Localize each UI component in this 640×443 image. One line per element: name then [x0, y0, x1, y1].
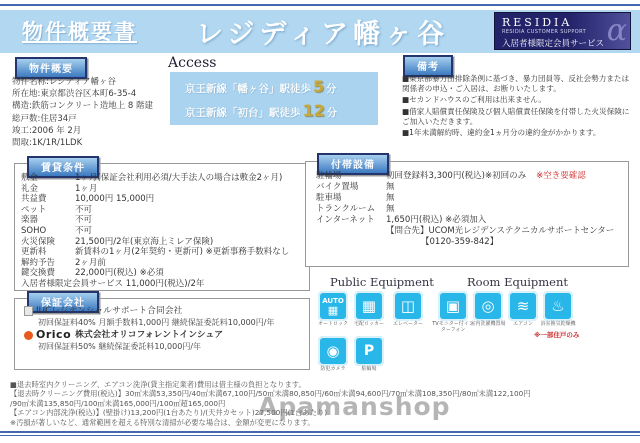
term-label: 共益費 — [21, 194, 47, 205]
facility-label: トランクルーム — [316, 204, 376, 214]
facility-value: 無 — [386, 193, 395, 203]
term-label: 更新料 — [21, 247, 47, 258]
guarantor-name: IUCレジデンシャルサポート合同会社 — [36, 306, 183, 316]
term-label: 敷金 — [21, 173, 39, 183]
route-suffix: 分 — [326, 107, 338, 119]
term-row — [21, 258, 306, 269]
washing-machine-icon: ◎ — [473, 291, 503, 321]
doc-title: 物件概要書 — [22, 19, 137, 44]
internet-contact-line: 【問合先】UCOM光レジデンステクニカルサポートセンター — [386, 226, 615, 236]
term-label: ペット — [21, 204, 47, 215]
term-row — [21, 247, 306, 258]
access-route — [185, 101, 378, 120]
remark-item: ■借家人賠償責任保険及び個人賠償責任保険を付帯した火災保険にご加入いただきます。 — [402, 106, 630, 126]
facility-value: 無 — [386, 204, 395, 214]
term-value: 不可 — [75, 204, 93, 215]
term-value: 1ヶ月 — [75, 183, 98, 194]
footnote-line: 【エアコン内部洗浄(税込)】(壁掛け)13,200円(1台あたり)/(天井カセット)27,500円(1台あたり) — [10, 408, 328, 418]
route-minutes: 12 — [302, 101, 325, 120]
tv-intercom-icon: ▣ — [438, 291, 468, 321]
guarantor-company — [24, 305, 304, 317]
equipment-item — [347, 291, 391, 328]
overview-line: 構造:鉄筋コンクリート造地上 8 階建 — [12, 101, 154, 112]
security-camera-icon: ◉ — [318, 336, 348, 366]
remarks-list — [402, 74, 636, 139]
access-route — [185, 77, 378, 96]
access-heading: Access — [168, 55, 217, 71]
facility-value: 1,650円(税込) ※必須加入 — [386, 215, 487, 225]
bicycle-parking-icon: P — [354, 336, 384, 366]
guarantor-heading: 保証会社 — [27, 291, 99, 313]
autolock-icon-text: AUTO — [322, 296, 344, 305]
facility-label: 駐輪場 — [316, 171, 342, 181]
facility-label: バイク置場 — [316, 182, 359, 192]
facility-row — [316, 182, 626, 193]
term-row — [21, 226, 306, 237]
facility-row — [316, 193, 626, 204]
public-equipment-heading: Public Equipment — [330, 275, 434, 289]
equipment-label: 宅配ロッカー — [354, 321, 384, 327]
delivery-locker-icon: ▦ — [354, 291, 384, 321]
equipment-label: 防犯カメラ — [320, 366, 346, 372]
equipment-label: エアコン — [513, 321, 533, 327]
elevator-icon: ◫ — [393, 291, 423, 321]
footnote-line: 【退去時クリーニング費用(税込)】30㎡未満53,350円/40㎡未満67,100円/50㎡未満80,850円/60㎡未満94,600円/70㎡未満108,350円/80㎡未満122,100円 — [10, 389, 531, 399]
apamanshop-watermark: Apamanshop — [258, 392, 451, 421]
route-minutes: 5 — [313, 77, 325, 96]
overview-line: 総戸数:住居34戸 — [12, 113, 77, 124]
access-box — [170, 72, 378, 125]
term-row — [21, 215, 306, 226]
internet-contact-phone: 【0120-359-842】 — [421, 237, 499, 247]
overview-line: 物件名称:レジディア幡ヶ谷 — [12, 77, 116, 87]
term-value: 21,500円/2年(東京海上ミレア保険) — [75, 236, 214, 247]
alpha-icon: α — [606, 13, 627, 48]
term-row — [21, 268, 306, 279]
footnote-line: /90㎡未満135,850円/100㎡未満165,000円/100㎡超165,000円 — [10, 398, 226, 408]
rental-terms-heading: 賃貸条件 — [27, 156, 99, 178]
overview-line: 竣工:2006 年 2月 — [12, 125, 82, 136]
guarantor-company — [24, 329, 304, 341]
facility-row — [316, 171, 626, 182]
autolock-icon — [318, 291, 348, 321]
facility-row — [316, 204, 626, 215]
remarks-heading: 備考 — [403, 55, 453, 77]
bottom-rule-thin — [0, 435, 640, 436]
equipment-item — [386, 291, 430, 328]
overview-line: 間取:1K/1R/1LDK — [12, 138, 83, 149]
equipment-label: TVモニター付インターフォン — [432, 321, 474, 333]
rental-terms-list — [21, 173, 306, 290]
availability-note: ※空き要確認 — [536, 171, 586, 181]
room-equipment-heading: Room Equipment — [467, 275, 569, 289]
term-value: 不可 — [75, 215, 93, 226]
equipment-label: 室内洗濯機置場 — [470, 321, 506, 327]
route-suffix: 分 — [326, 83, 337, 95]
term-label: 楽器 — [21, 215, 39, 226]
guarantor-terms: 初回保証料50% 継続保証委託料10,000円/年 — [38, 342, 202, 351]
residia-logo — [494, 12, 631, 50]
term-value: 2ヶ月前 — [75, 257, 106, 268]
route-text: 京王新線「幡ヶ谷」駅徒歩 — [185, 83, 311, 95]
bathroom-dryer-icon: ♨ — [543, 291, 573, 321]
equipment-label: オートロック — [318, 321, 348, 327]
orico-logo-icon — [24, 331, 33, 340]
iuc-logo-icon — [24, 306, 33, 316]
remark-item: ■1年未満解約時、違約金1ヵ月分の違約金がかかります。 — [402, 128, 601, 138]
term-label: SOHO — [21, 225, 47, 236]
facility-row — [316, 215, 626, 226]
term-row — [21, 194, 306, 205]
overview-heading: 物件概要 — [15, 57, 87, 79]
footnote-line: ※汚損が著しいなど、通常範囲を超える特別な清掃が必要な場合は、金額が変更になります。 — [10, 417, 315, 427]
facilities-heading: 付帯設備 — [317, 153, 389, 175]
facility-label: 駐車場 — [316, 193, 342, 203]
term-value: 1ヶ月(保証会社利用必須/大手法人の場合は敷金2ヶ月) — [75, 173, 283, 183]
facility-value: 初回登録料3,300円(税込)※初回のみ — [386, 171, 527, 181]
footnote-line: ■退去時室内クリーニング、エアコン洗浄(貸主指定業者)費用は借主様の負担となります。 — [10, 380, 306, 389]
term-label: 礼金 — [21, 183, 39, 194]
term-label: 鍵交換費 — [21, 268, 56, 279]
term-label: 火災保険 — [21, 236, 56, 247]
autolock-icon-grid: ▦ — [327, 303, 339, 317]
overview-line: 所在地:東京都渋谷区本町6-35-4 — [12, 89, 137, 100]
bottom-rule — [0, 431, 640, 433]
room-equipment-note: ※一部住戸のみ — [534, 331, 580, 339]
term-row — [21, 205, 306, 216]
term-row — [21, 173, 306, 184]
facility-label: インターネット — [316, 215, 375, 225]
equipment-label: エレベーター — [392, 321, 423, 327]
route-text: 京王新線「初台」駅徒歩 — [185, 107, 301, 119]
residia-support-line: RESIDIA CUSTOMER SUPPORT — [502, 29, 587, 35]
term-row — [21, 184, 306, 195]
equipment-item — [347, 336, 391, 373]
equipment-label: 浴室換気乾燥機 — [540, 321, 576, 327]
term-value: 不可 — [75, 225, 93, 236]
guarantor-terms: 初回保証料40% 月額手数料1,000円 継続保証委託料10,000円/年 — [38, 318, 275, 327]
member-service-line: 入居者様限定会員サービス 11,000円(税込)/2年 — [21, 278, 205, 289]
facility-value: 無 — [386, 182, 395, 192]
term-label: 解約予告 — [21, 257, 56, 268]
term-value: 10,000円 15,000円 — [75, 194, 155, 205]
air-conditioner-icon: ≋ — [508, 291, 538, 321]
overview-lines — [12, 76, 180, 149]
property-title: レジディア幡ヶ谷 — [196, 19, 450, 50]
guarantor-name: 株式会社オリコフォレントインシュア — [75, 330, 224, 340]
guarantor-list — [24, 305, 304, 353]
remark-item: ■セカンドハウスのご利用は出来ません。 — [402, 95, 546, 105]
residia-brand: RESIDIA — [502, 16, 573, 29]
residia-service-line: 入居者様限定会員サービス — [502, 39, 605, 49]
term-value: 新賃料の1ヶ月(2年契約・更新可) ※更新事務手数料なし — [75, 247, 290, 258]
facilities-list — [316, 171, 626, 248]
remark-item: ■東京都暴力団排除条例に基づき、暴力団員等、反社会勢力または関係者の申込・ご入居は、お断りいたします。 — [402, 74, 630, 94]
term-value: 22,000円(税込) ※必須 — [75, 268, 164, 279]
term-row — [21, 237, 306, 248]
equipment-label: 駐輪場 — [361, 366, 377, 372]
top-rule — [0, 4, 640, 6]
equipment-item — [536, 291, 580, 328]
orico-brand: Orico — [36, 328, 72, 341]
